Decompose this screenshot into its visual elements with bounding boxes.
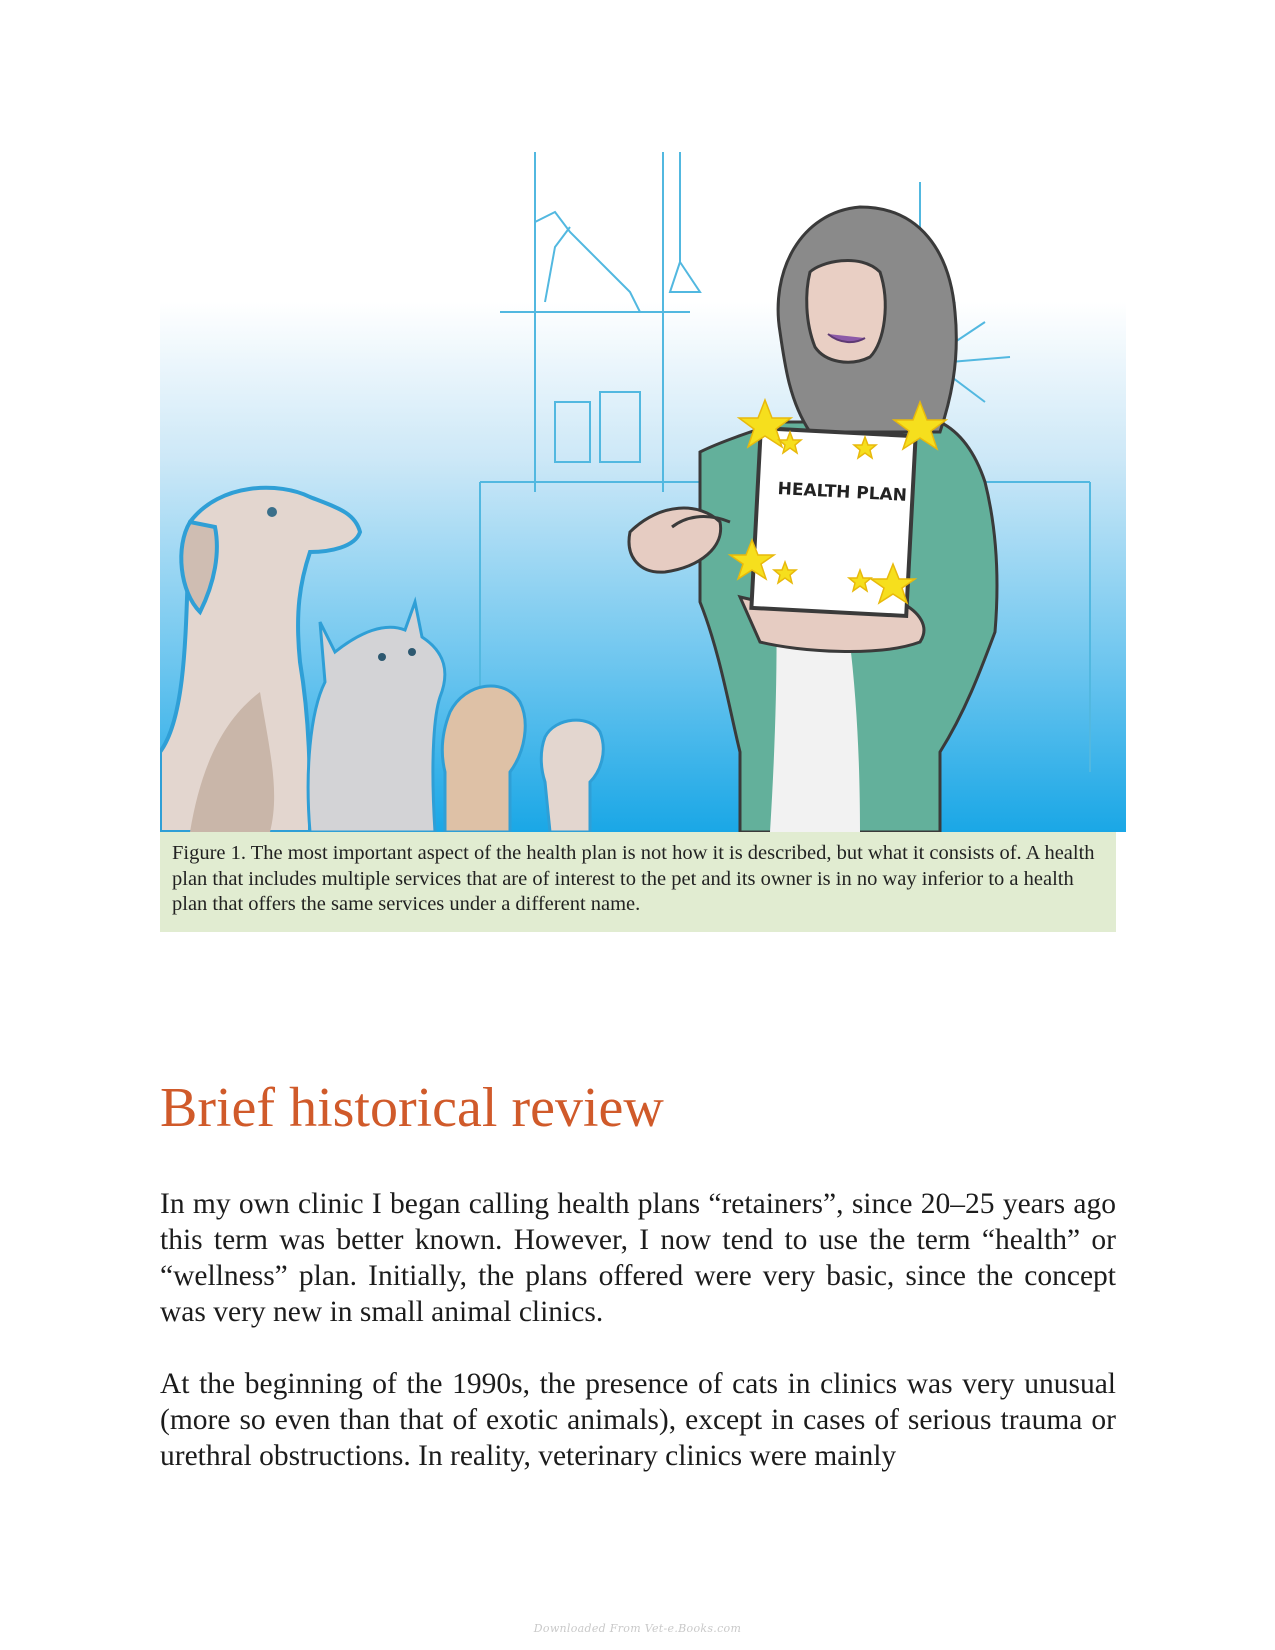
body-paragraph: In my own clinic I began calling health plans “retainers”, since 20–25 years ago this term was better known. However, I now tend to use the term “health” or “wellness” plan. Initially, the plans offered were very basic, since the concept was very new in small animal clinics. [160,1188,1116,1328]
section-title: Brief historical review [160,1077,664,1139]
body-paragraph: At the beginning of the 1990s, the presence of cats in clinics was very unusual (more so even than that of exotic animals), except in cases of serious trauma or urethral obstructions. In reality, veterinary clinics were mainly [160,1368,1116,1472]
figure-caption: Figure 1. The most important aspect of the health plan is not how it is described, but what it consists of. A health plan that includes multiple services that are of interest to the pet and its owner is in no way inferior to a health plan that offers the same services under a different name. [160,832,1116,932]
download-watermark: Downloaded From Vet-e.Books.com [533,1622,742,1635]
health-plan-sign-label: HEALTH PLAN [777,479,908,506]
health-plan-illustration [160,152,1126,832]
